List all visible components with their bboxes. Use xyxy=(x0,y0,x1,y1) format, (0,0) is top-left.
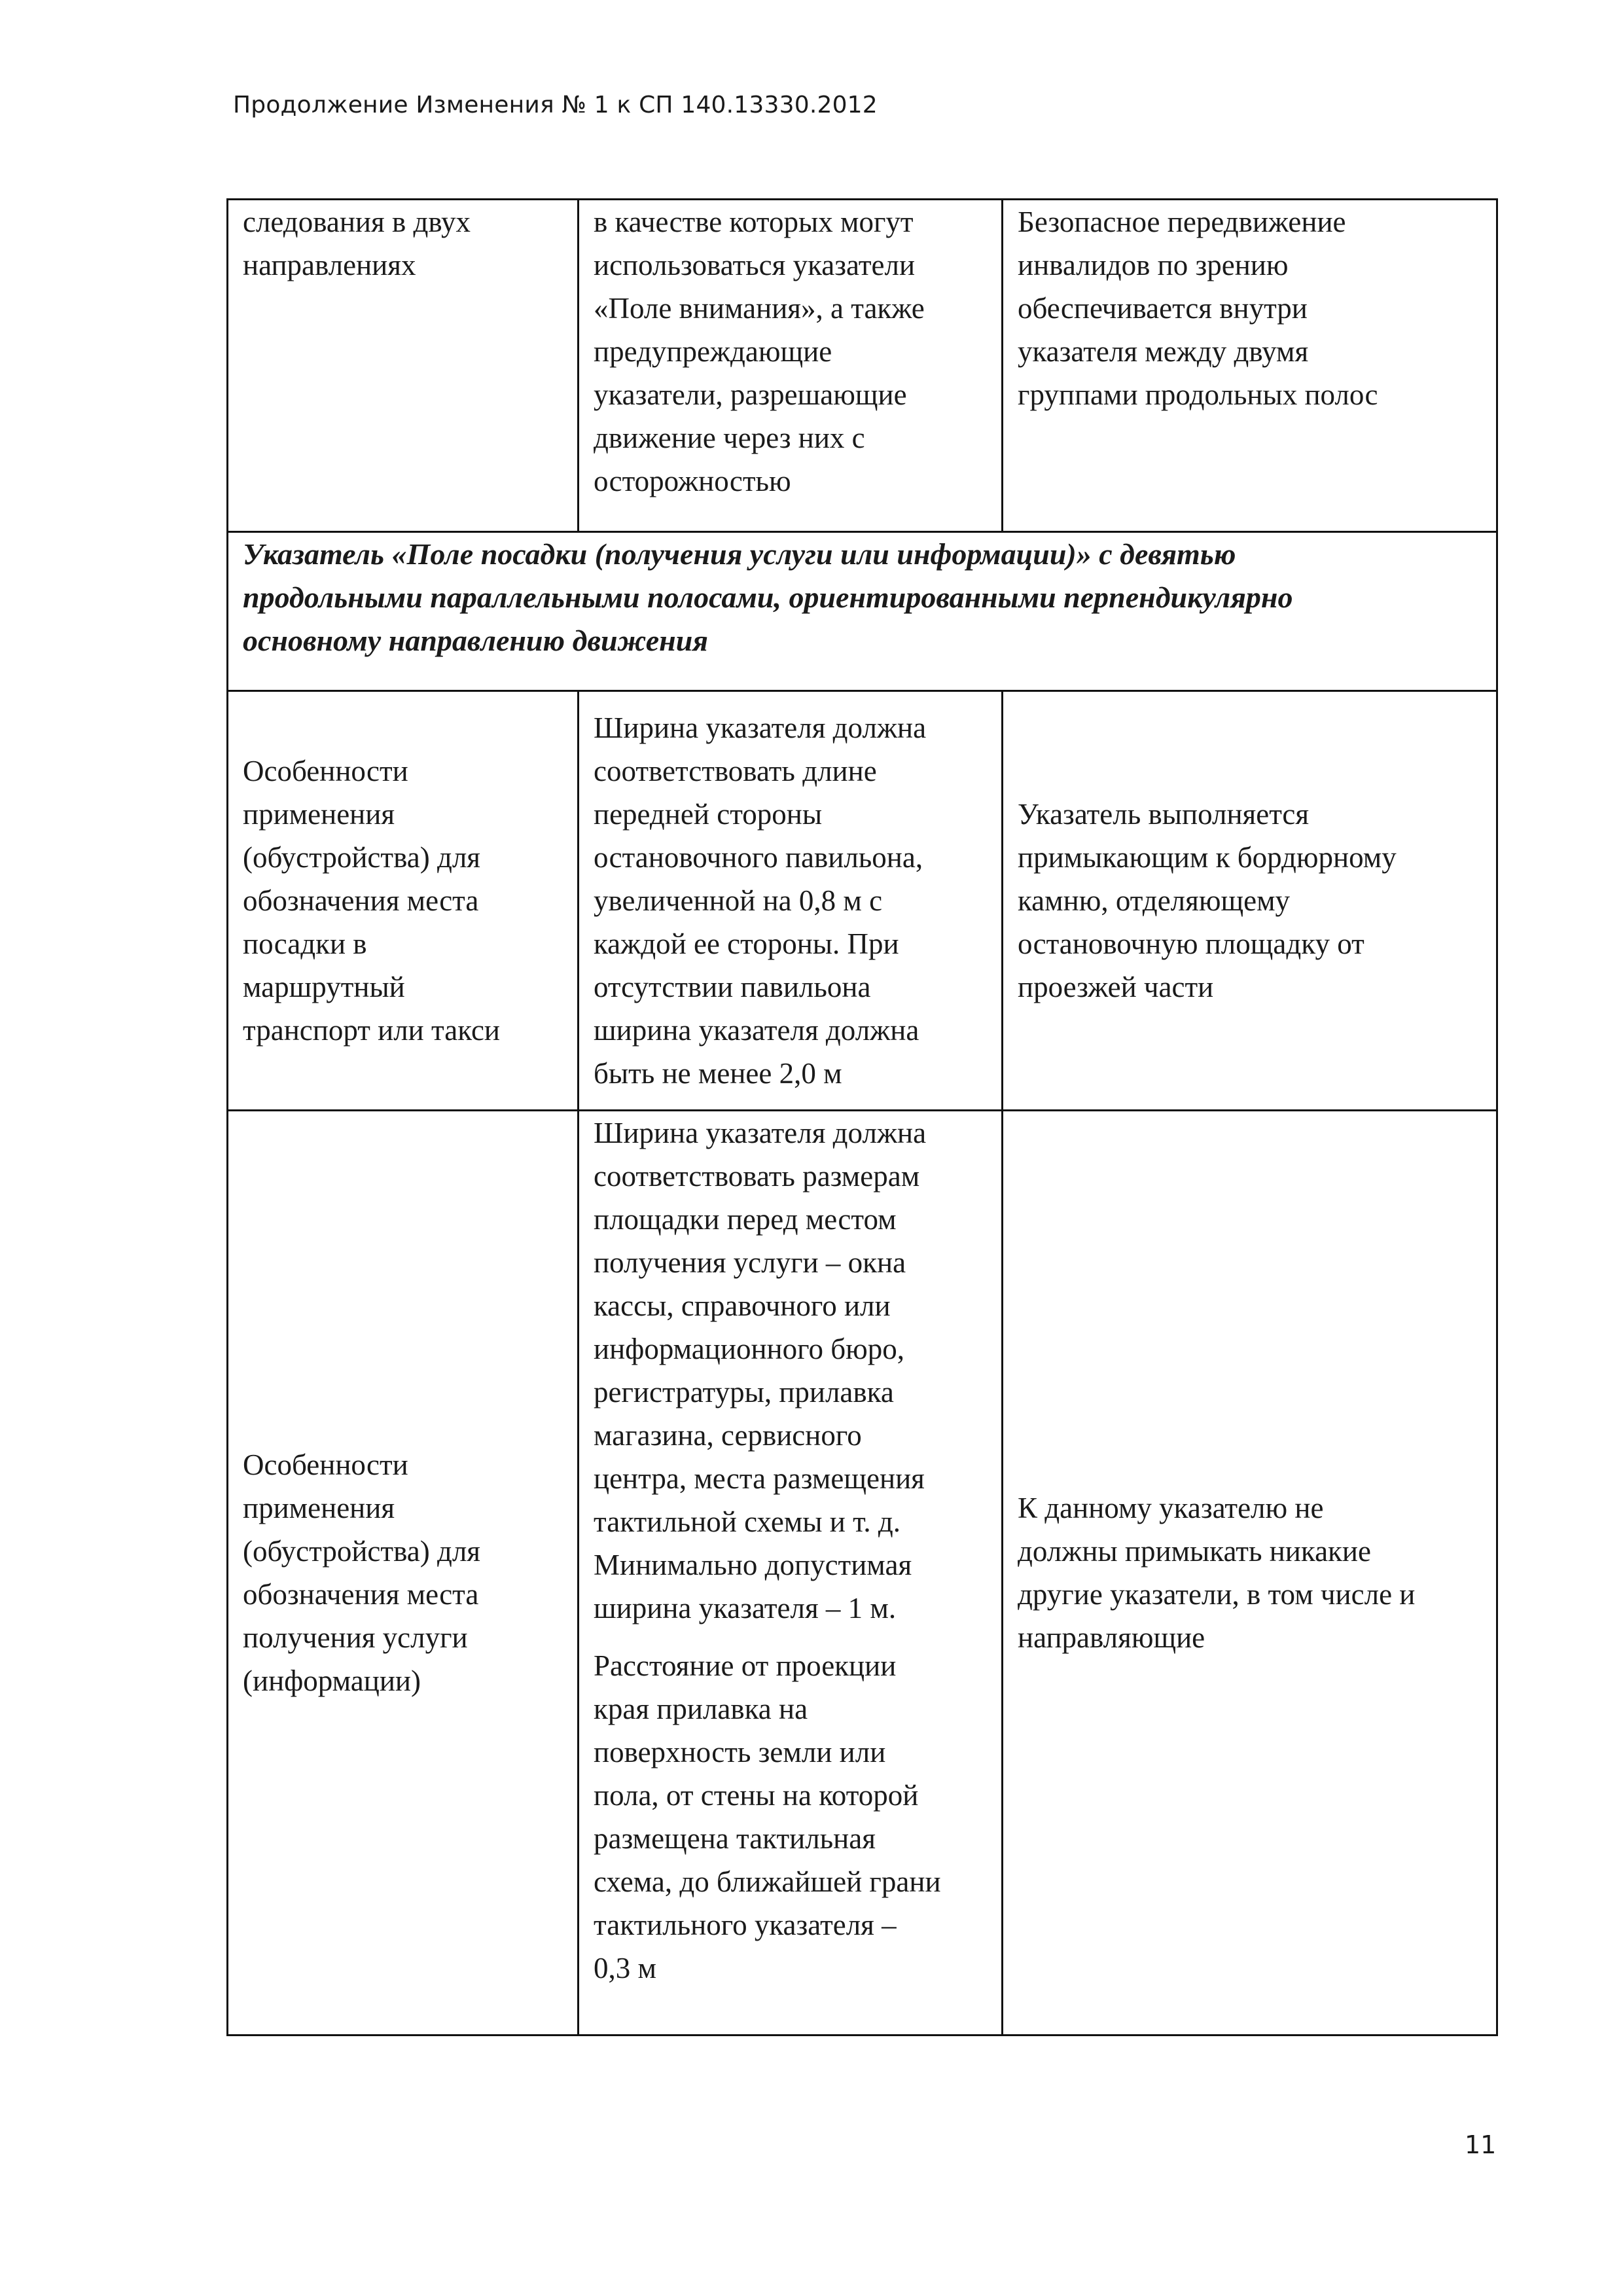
cell-text: Ширина указателя должна соответствовать длине передней стороны остановочного павильона, увеличенной на 0,8 м с каждой ее стороны. При отсутствии павильона ширина указателя должна быть не менее 2,0 м xyxy=(594,711,927,1090)
page-number: 11 xyxy=(1465,2130,1497,2159)
cell-text: Особенности применения (обустройства) для обозначения места посадки в маршрутный транспорт или такси xyxy=(243,755,501,1047)
page-header: Продолжение Изменения № 1 к СП 140.13330.2012 xyxy=(233,92,878,118)
cell-text: Особенности применения (обустройства) для обозначения места получения услуги (информации) xyxy=(243,1448,480,1697)
cell-text: К данному указателю не должны примыкать никакие другие указатели, в том числе и направляющие xyxy=(1018,1492,1416,1654)
paragraph-gap xyxy=(594,1630,987,1644)
section-heading: Указатель «Поле посадки (получения услуги или информации)» с девятью продольными параллельными полосами, ориентированными перпендикулярно основному направлению движения xyxy=(243,537,1293,657)
table-row xyxy=(228,1111,1497,2036)
table-row xyxy=(228,532,1497,691)
table-cell xyxy=(228,691,579,1111)
table-cell xyxy=(1003,691,1497,1111)
table-cell xyxy=(579,200,1003,532)
table-cell xyxy=(228,1111,579,2036)
cell-text: Расстояние от проекции края прилавка на поверхность земли или пола, от стены на которой размещена тактильная схема, до ближайшей грани тактильного указателя – 0,3 м xyxy=(594,1649,941,1984)
table-cell xyxy=(579,691,1003,1111)
cell-text: Безопасное передвижение инвалидов по зрению обеспечивается внутри указателя между двумя группами продольных полос xyxy=(1018,206,1378,411)
section-heading-cell xyxy=(228,532,1497,691)
table-cell xyxy=(579,1111,1003,2036)
cell-text: Указатель выполняется примыкающим к бордюрному камню, отделяющему остановочную площадку от проезжей части xyxy=(1018,798,1397,1003)
cell-text: следования в двух направлениях xyxy=(243,206,471,281)
table-cell xyxy=(1003,200,1497,532)
table-cell xyxy=(228,200,579,532)
cell-text: Ширина указателя должна соответствовать размерам площадки перед местом получения услуги – окна кассы, справочного или информационного бюро, регистратуры, прилавка магазина, сервисного центра, места размещения тактильной схемы и т. д. Минимально допустимая ширина указателя – 1 м. xyxy=(594,1117,927,1624)
table-row xyxy=(228,691,1497,1111)
cell-text: в качестве которых могут использоваться указатели «Поле внимания», а также предупреждающие указатели, разрешающие движение через них с осторожностью xyxy=(594,206,925,497)
table-cell xyxy=(1003,1111,1497,2036)
requirements-table xyxy=(226,198,1498,2036)
table-row xyxy=(228,200,1497,532)
